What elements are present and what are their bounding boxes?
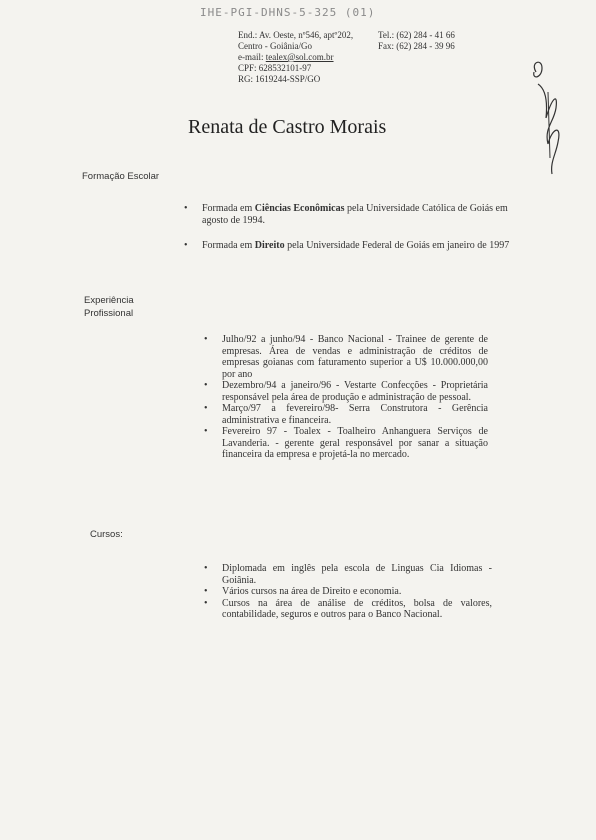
list-item: • Dezembro/94 a janeiro/96 - Vestarte Confecções - Proprietária responsável pela área de produção e administração de pessoal. [204,380,488,403]
handwritten-reference-note: IHE-PGI-DHNS-5-325 (01) [200,6,376,19]
tel-line: Tel.: (62) 284 - 41 66 [378,30,455,40]
cpf-line: CPF: 628532101-97 [238,63,312,73]
cursos-list [204,563,492,621]
email-address: tealex@sol.com.br [265,52,334,62]
list-item: • Diplomada em inglês pela escola de Linguas Cia Idiomas - Goiânia. [204,563,492,586]
experiencia-list [204,334,488,461]
list-item: • Julho/92 a junho/94 - Banco Nacional - Trainee de gerente de empresas. Área de vendas e administração de créditos de empresas goianas com faturamento superior a U$ 10.000.000,00 por ano [204,334,488,380]
address-line-1: End.: Av. Oeste, nº546, aptº202, [238,30,354,40]
phone-block [378,30,455,52]
address-line-2: Centro - Goiânia/Go [238,41,312,51]
section-label-formacao: Formação Escolar [82,171,160,182]
list-item: • Vários cursos na área de Direito e economia. [204,586,492,598]
rg-line: RG: 1619244-SSP/GO [238,74,321,84]
formacao-list [184,203,526,252]
list-item: • Formada em Direito pela Universidade Federal de Goiás em janeiro de 1997 [184,240,526,252]
section-label-experiencia: Experiência Profissional [84,295,134,319]
email-line [238,52,353,63]
list-item: • Formada em Ciências Econômicas pela Universidade Católica de Goiás em agosto de 1994. [184,203,526,226]
contact-block [238,30,353,85]
list-item: • Cursos na área de análise de créditos, bolsa de valores, contabilidade, seguros e outros para o Banco Nacional. [204,598,492,621]
signature-scribble-icon [528,58,572,178]
fax-line: Fax: (62) 284 - 39 96 [378,41,455,51]
list-item: • Fevereiro 97 - Toalex - Toalheiro Anhanguera Serviços de Lavanderia. - gerente geral responsável por sanar a situação financeira da empresa e projetá-la no mercado. [204,426,488,461]
list-item: • Março/97 a fevereiro/98- Serra Construtora - Gerência administrativa e financeira. [204,403,488,426]
section-label-cursos: Cursos: [90,529,123,540]
candidate-name: Renata de Castro Morais [188,116,387,138]
email-label: e-mail: [238,52,266,62]
